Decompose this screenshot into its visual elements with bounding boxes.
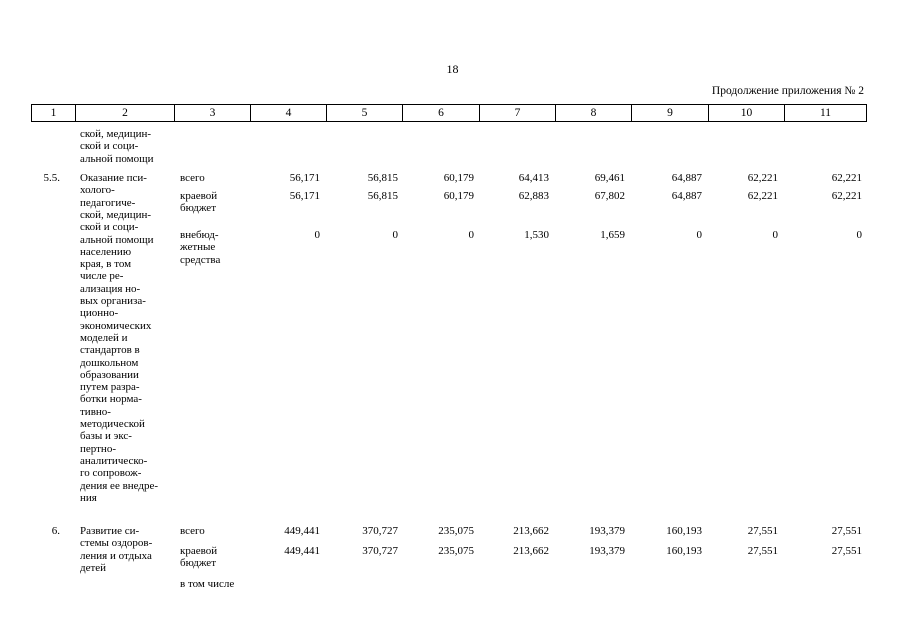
value-cell: 27,551 xyxy=(831,545,862,557)
value-cell: 27,551 xyxy=(831,525,862,537)
header-col-5: 5 xyxy=(327,105,403,121)
header-col-10: 10 xyxy=(709,105,785,121)
header-col-3: 3 xyxy=(175,105,251,121)
header-col-9: 9 xyxy=(632,105,709,121)
value-cell: 56,171 xyxy=(289,172,320,184)
funding-source-label: бюджет xyxy=(180,202,216,215)
row-name-line: педагогиче- xyxy=(80,196,136,209)
row-name-line: базы и экс- xyxy=(80,430,132,443)
value-cell: 64,887 xyxy=(671,190,702,202)
row-name-line: дошкольном xyxy=(80,356,139,369)
value-cell: 27,551 xyxy=(747,525,778,537)
row-name-line: ния xyxy=(80,491,97,504)
value-cell: 213,662 xyxy=(513,525,549,537)
header-col-11: 11 xyxy=(819,107,832,119)
row-name-line: методической xyxy=(80,418,145,430)
row-name-line: числе ре- xyxy=(80,270,124,283)
row-name-line: ской и соци- xyxy=(80,221,139,234)
row-name-line: стемы оздоров- xyxy=(80,537,153,550)
row-number: 5.5. xyxy=(43,172,60,184)
row-name-line: ционно- xyxy=(80,307,119,320)
value-cell: 370,727 xyxy=(362,525,398,537)
value-cell: 69,461 xyxy=(594,172,625,184)
funding-source-label: краевой xyxy=(180,190,218,202)
row-name-line: ской, медицин- xyxy=(80,128,152,140)
row-name-line: ализация но- xyxy=(80,282,141,295)
row-name-line: детей xyxy=(80,561,107,574)
value-cell: 1,530 xyxy=(524,229,549,241)
row-name-line: пертно- xyxy=(80,442,116,455)
value-cell: 235,075 xyxy=(438,525,474,537)
funding-source-label: жетные xyxy=(180,241,216,254)
page-number: 18 xyxy=(446,62,459,76)
value-cell: 0 xyxy=(314,229,320,241)
value-cell: 160,193 xyxy=(666,525,702,537)
value-cell: 60,179 xyxy=(443,172,474,184)
row-name-line: ления и отдыха xyxy=(80,549,152,562)
funding-source-label: всего xyxy=(180,172,205,184)
row-name-line: го сопровож- xyxy=(80,467,142,480)
funding-source-label: всего xyxy=(180,525,205,537)
row-name-line: ской, медицин- xyxy=(80,208,152,221)
row-name-line: образовании xyxy=(80,368,139,381)
row-name-line: тивно- xyxy=(80,405,111,418)
header-col-2: 2 xyxy=(76,105,175,121)
value-cell: 0 xyxy=(856,229,862,241)
funding-source-label: бюджет xyxy=(180,557,216,570)
table-header-row xyxy=(31,104,867,122)
header-col-6: 6 xyxy=(403,105,480,121)
value-cell: 160,193 xyxy=(666,545,702,557)
value-cell: 64,413 xyxy=(518,172,549,184)
continuation-label: Продолжение приложения № 2 xyxy=(711,85,864,97)
value-cell: 62,221 xyxy=(831,190,862,202)
row-name-line: альной помощи xyxy=(80,233,154,246)
value-cell: 62,883 xyxy=(518,190,549,202)
value-cell: 0 xyxy=(696,229,702,241)
value-cell: 67,802 xyxy=(594,190,625,202)
row-name-line: Оказание пси- xyxy=(80,172,147,184)
header-col-4: 4 xyxy=(251,105,327,121)
value-cell: 62,221 xyxy=(747,190,778,202)
value-cell: 64,887 xyxy=(671,172,702,184)
row-name-line: путем разра- xyxy=(80,381,140,394)
value-cell: 62,221 xyxy=(831,172,862,184)
value-cell: 370,727 xyxy=(362,545,398,557)
row-name-line: экономических xyxy=(80,319,152,332)
row-number: 6. xyxy=(51,525,60,537)
row-name-line: стандартов в xyxy=(80,344,140,357)
value-cell: 449,441 xyxy=(284,545,320,557)
row-name-line: вых организа- xyxy=(80,295,146,307)
funding-source-label: средства xyxy=(180,253,221,266)
row-name-line: аналитическо- xyxy=(80,454,148,467)
value-cell: 27,551 xyxy=(747,545,778,557)
value-cell: 62,221 xyxy=(747,172,778,184)
row-name-line: моделей и xyxy=(80,331,128,344)
value-cell: 0 xyxy=(772,229,778,241)
row-name-line: альной помощи xyxy=(80,152,154,165)
row-name-line: края, в том xyxy=(80,258,132,271)
row-name-line: холого- xyxy=(80,184,115,197)
funding-source-label: краевой xyxy=(180,545,218,557)
funding-source-label: в том числе xyxy=(180,578,235,590)
value-cell: 56,171 xyxy=(289,190,320,202)
value-cell: 449,441 xyxy=(284,525,320,537)
row-name-line: дения ее внедре- xyxy=(80,479,159,492)
value-cell: 193,379 xyxy=(589,525,625,537)
value-cell: 0 xyxy=(392,229,398,241)
header-col-8: 8 xyxy=(556,105,632,121)
row-name-line: ской и соци- xyxy=(80,140,139,153)
value-cell: 235,075 xyxy=(438,545,474,557)
value-cell: 56,815 xyxy=(367,190,398,202)
value-cell: 56,815 xyxy=(367,172,398,184)
header-col-1: 1 xyxy=(32,105,76,121)
funding-source-label: внебюд- xyxy=(180,229,219,241)
row-name-line: населению xyxy=(80,245,132,258)
row-name-line: ботки норма- xyxy=(80,393,142,406)
value-cell: 1,659 xyxy=(600,229,625,241)
value-cell: 60,179 xyxy=(443,190,474,202)
row-name-line: Развитие си- xyxy=(80,525,140,537)
value-cell: 0 xyxy=(468,229,474,241)
value-cell: 213,662 xyxy=(513,545,549,557)
header-col-7: 7 xyxy=(480,105,556,121)
value-cell: 193,379 xyxy=(589,545,625,557)
